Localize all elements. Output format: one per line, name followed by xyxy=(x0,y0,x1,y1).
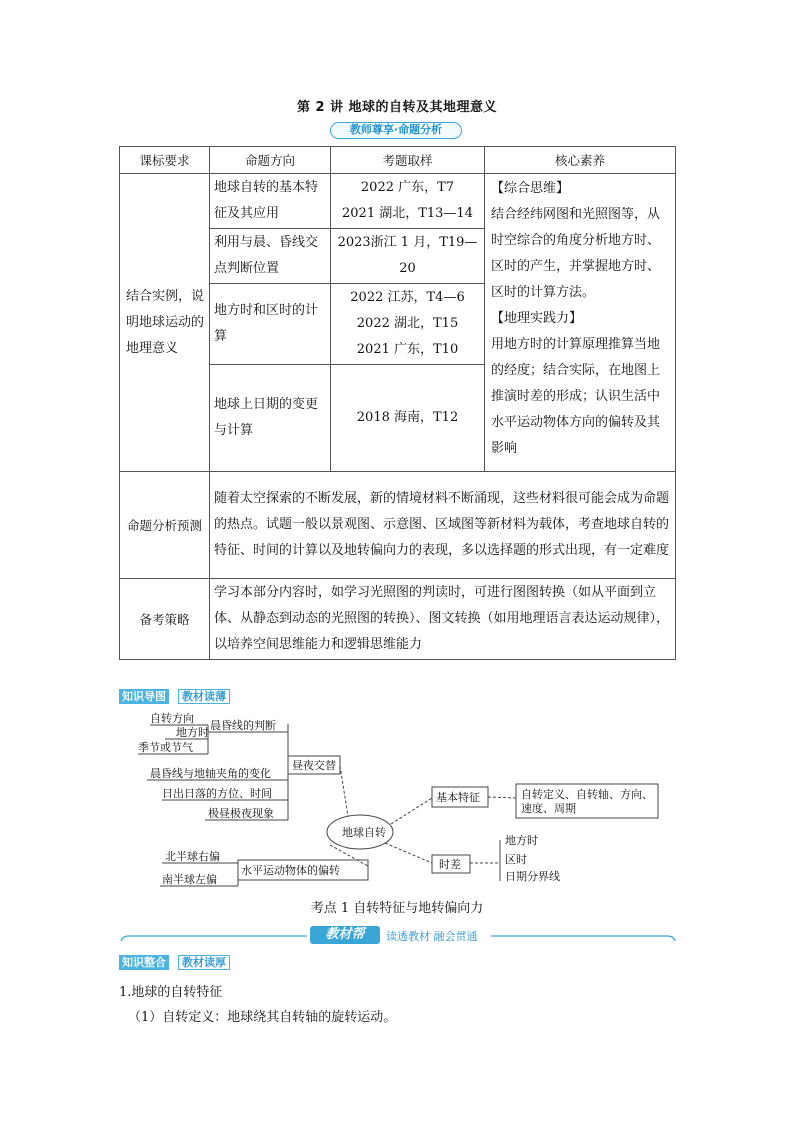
sample-text: 2018 海南，T12 xyxy=(356,410,459,425)
time-item: 日期分界线 xyxy=(505,870,560,883)
basic-detail-line: 速度、周期 xyxy=(521,802,576,815)
exam-point-heading: 考点 1 自转特征与地转偏向力 xyxy=(310,901,484,916)
direction-cell: 地球上日期的变更与计算 xyxy=(210,365,331,472)
table-header-row xyxy=(120,147,676,174)
time-item: 地方时 xyxy=(505,834,538,847)
direction-cell: 地球自转的基本特征及其应用 xyxy=(210,174,331,229)
table-header: 命题方向 xyxy=(210,147,331,174)
samples-cell xyxy=(331,365,485,472)
map-item: 晨昏线的判断 xyxy=(210,719,276,732)
time-diff-node: 时差 xyxy=(439,858,461,871)
section-item: （1）自转定义：地球绕其自转轴的旋转运动。 xyxy=(128,1010,397,1025)
sample-text: 2022 江苏，T4—6 xyxy=(350,290,465,305)
sample-text: 2022 广东，T7 xyxy=(360,180,455,195)
textbook-thin-tag: 教材读薄 xyxy=(178,689,230,704)
sample-text: 2021 湖北，T13—14 xyxy=(342,206,473,221)
map-item: 季节或节气 xyxy=(138,741,193,754)
basic-detail-line: 自转定义、自转轴、方向、 xyxy=(521,788,653,801)
core-text: 用地方时的计算原理推算当地的经度；结合实际，在地图上推演时差的形成；认识生活中水平运动物体方向的偏转及其影响 xyxy=(491,337,661,456)
strategy-label: 备考策略 xyxy=(120,579,210,660)
samples-cell xyxy=(331,284,485,365)
table-row xyxy=(120,579,676,660)
banner-subtitle: 读透教材 融会贯通 xyxy=(386,930,478,943)
samples-cell xyxy=(331,174,485,229)
deflect-item: 北半球右偏 xyxy=(165,850,220,863)
day-night-node: 昼夜交替 xyxy=(292,759,336,772)
strategy-text: 学习本部分内容时，如学习光照图的判读时，可进行图图转换（如从平面到立体、从静态到动态的光照图的转换）、图文转换（如用地理语言表达运动规律），以培养空间思维能力和逻辑思维能力 xyxy=(210,579,676,660)
center-node: 地球自转 xyxy=(342,826,386,839)
core-heading: 【综合思维】 xyxy=(491,181,570,196)
standard-cell: 结合实例，说明地球运动的地理意义 xyxy=(120,174,210,472)
direction-cell: 利用与晨、昏线交点判断位置 xyxy=(210,229,331,284)
forecast-text: 随着太空探索的不断发展，新的情境材料不断涌现，这些材料很可能会成为命题的热点。试题一般以景观图、示意图、区域图等新材料为载体，考查地球自转的特征、时间的计算以及地转偏向力的表现，多以选择题的形式出现，有一定难度 xyxy=(210,472,676,579)
direction-cell: 地方时和区时的计算 xyxy=(210,284,331,365)
map-item: 极昼极夜现象 xyxy=(208,807,274,820)
deflect-item: 南半球左偏 xyxy=(162,873,217,886)
basic-features-node: 基本特征 xyxy=(436,791,480,804)
table-row xyxy=(120,174,676,229)
map-item: 地方时 xyxy=(176,726,209,739)
teacher-badge: 教师尊享·命题分析 xyxy=(330,122,462,139)
core-literacy-cell xyxy=(485,174,676,472)
map-item: 晨昏线与地轴夹角的变化 xyxy=(150,767,271,780)
requirements-table xyxy=(119,146,676,660)
table-header: 课标要求 xyxy=(120,147,210,174)
time-item: 区时 xyxy=(505,853,527,866)
textbook-banner: 教材帮 xyxy=(310,926,380,944)
knowledge-map xyxy=(110,706,680,888)
page-title: 第 2 讲 地球的自转及其地理意义 xyxy=(296,100,498,115)
table-header: 考题取样 xyxy=(331,147,485,174)
sample-text: 2023浙江 1 月，T19—20 xyxy=(337,235,478,276)
table-header: 核心素养 xyxy=(485,147,676,174)
knowledge-map-tag: 知识导图 xyxy=(119,689,169,704)
sample-text: 2021 广东，T10 xyxy=(356,342,459,357)
table-row xyxy=(120,472,676,579)
map-item: 自转方向 xyxy=(150,712,194,725)
deflection-node: 水平运动物体的偏转 xyxy=(241,864,340,877)
section-heading: 1.地球的自转特征 xyxy=(119,985,223,1000)
sample-text: 2022 湖北，T15 xyxy=(356,316,459,331)
map-item: 日出日落的方位、时间 xyxy=(162,787,272,800)
integration-tag: 知识整合 xyxy=(119,955,169,970)
samples-cell xyxy=(331,229,485,284)
forecast-label: 命题分析预测 xyxy=(120,472,210,579)
textbook-thick-tag: 教材读厚 xyxy=(178,955,230,970)
core-heading: 【地理实践力】 xyxy=(491,311,583,326)
core-text: 结合经纬网图和光照图等，从时空综合的角度分析地方时、区时的产生，并掌握地方时、区时的计算方法。 xyxy=(491,207,661,300)
